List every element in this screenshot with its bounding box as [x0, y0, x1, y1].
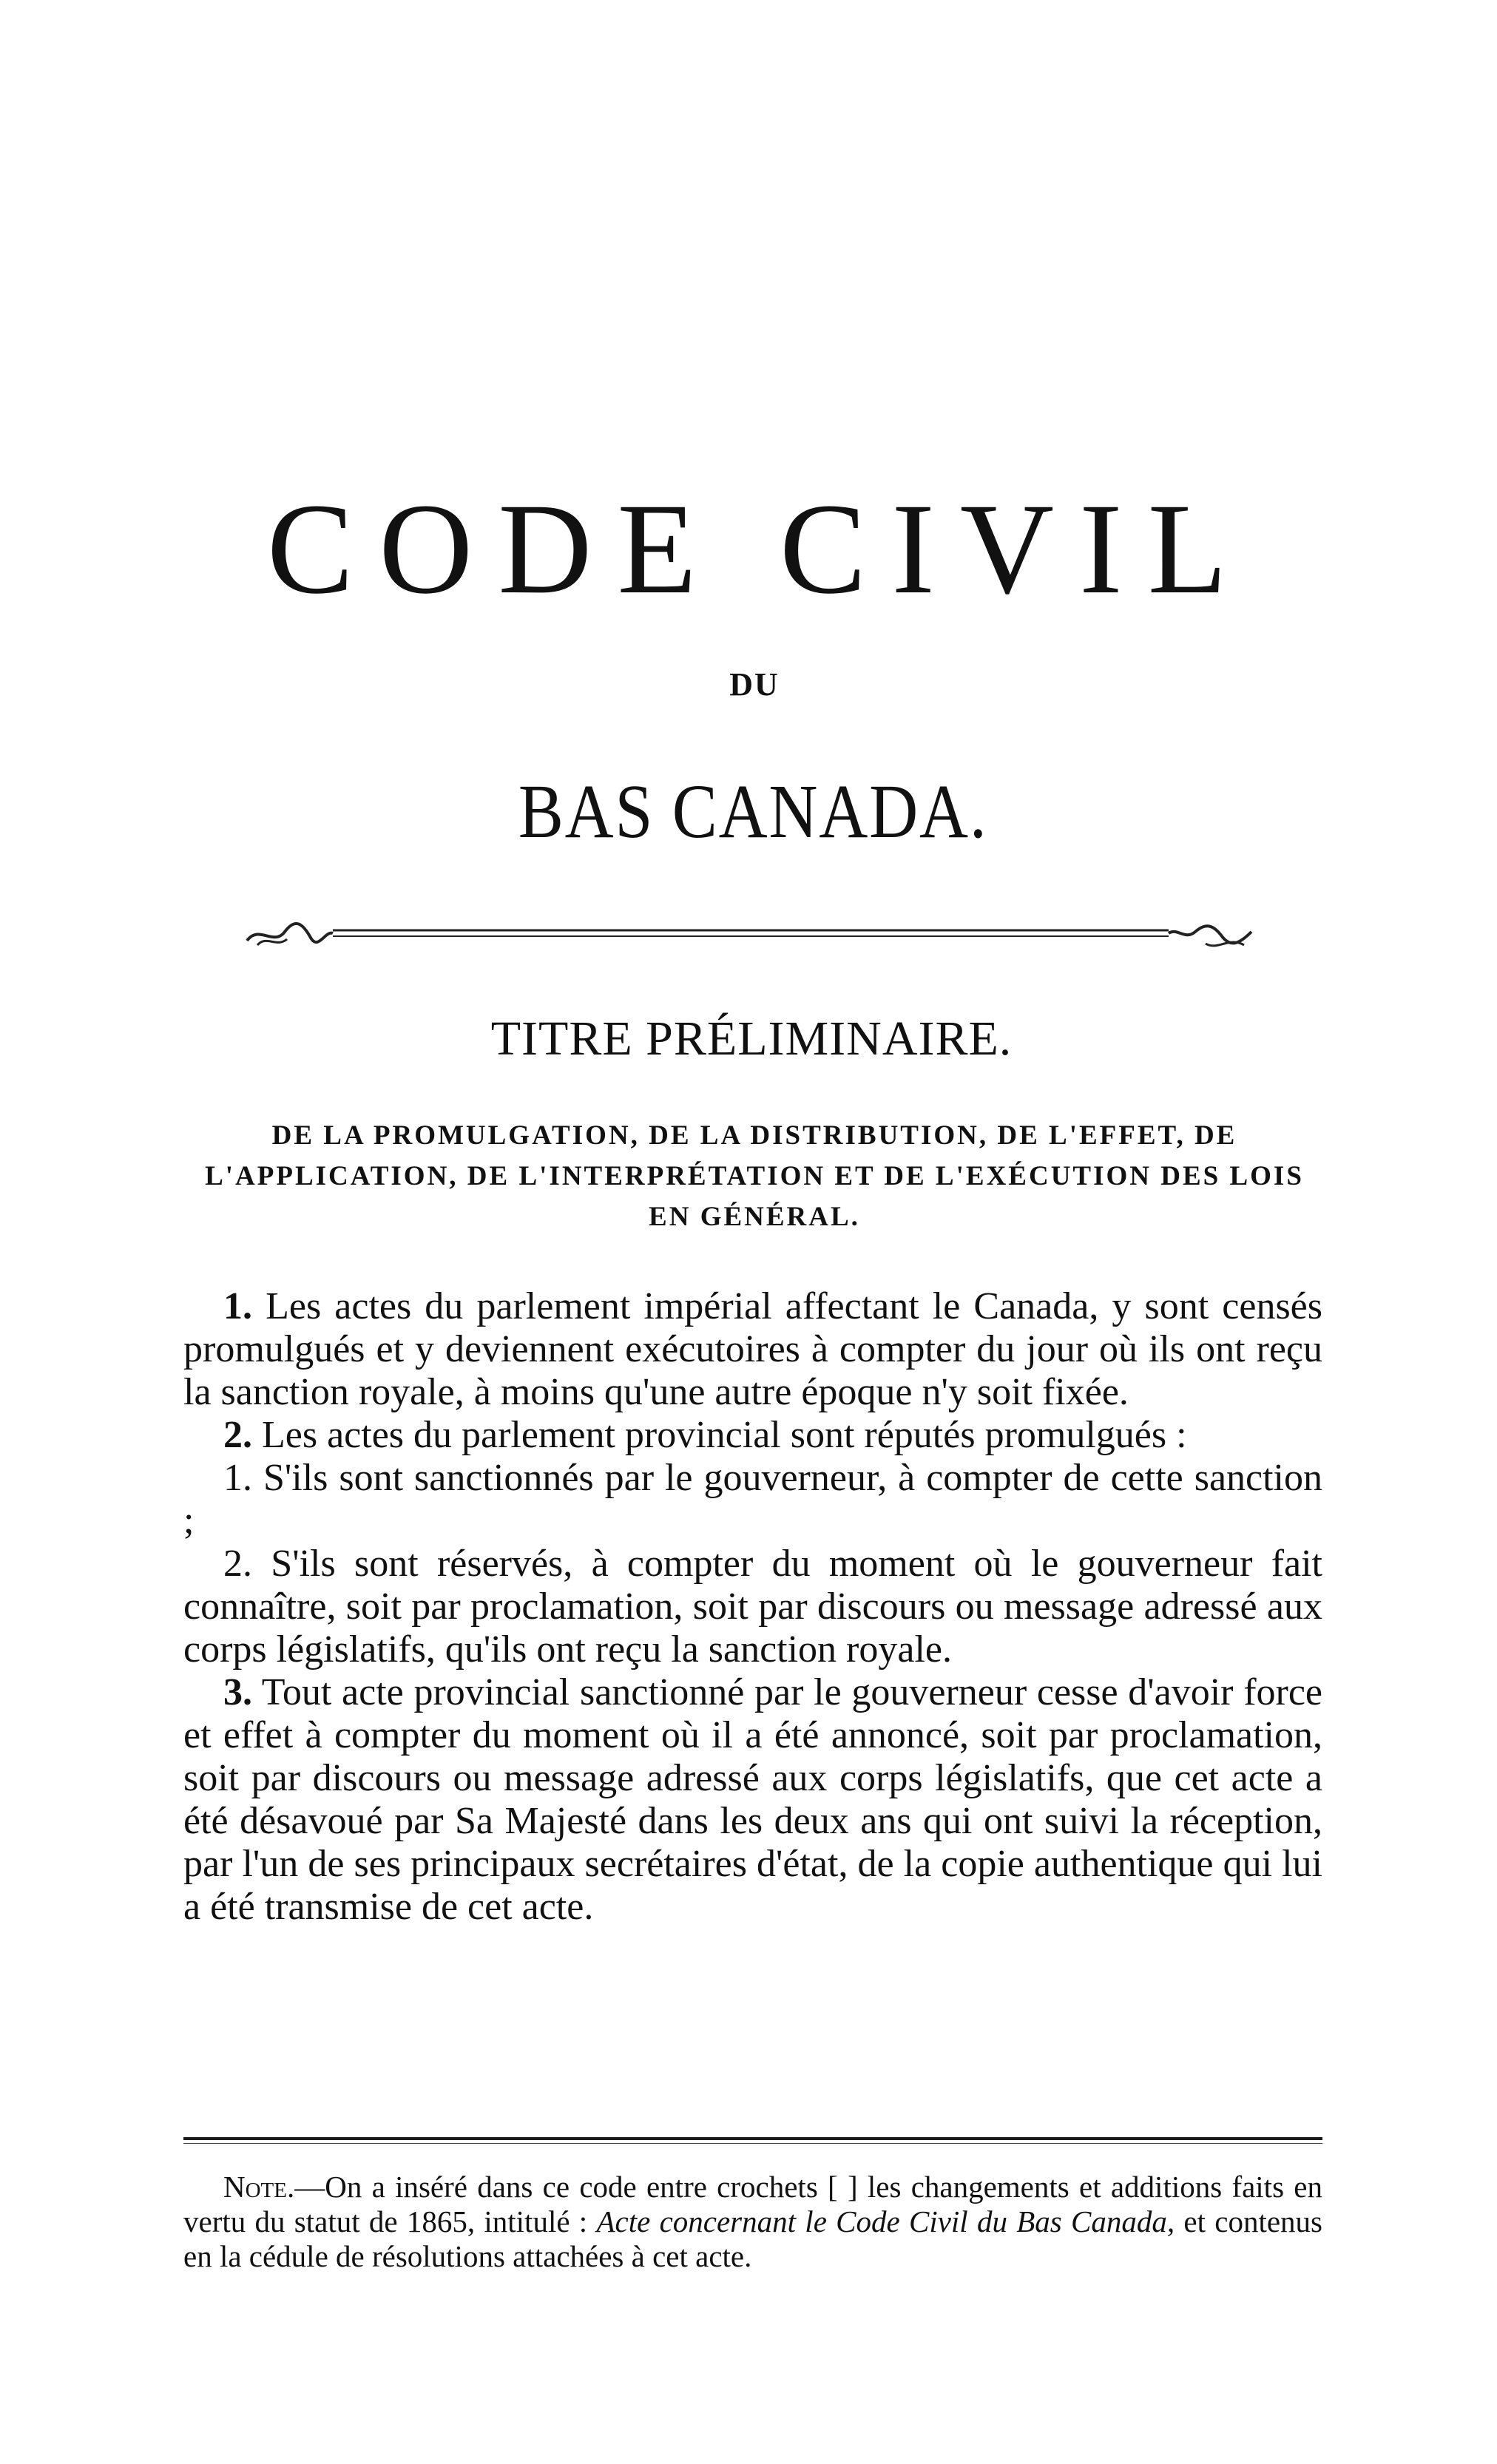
- article-text: Les actes du parlement impérial affectant le Canada, y sont censés promulgués et y deviennent exécutoires à compter du jour où ils ont reçu la sanction royale, à moins qu'une autre époque n'y soit fixée.: [183, 1285, 1322, 1413]
- footnote-rule-thin: [183, 2143, 1322, 2144]
- subparagraph-text: S'ils sont réservés, à compter du moment où le gouverneur fait connaître, soit par proclamation, soit par discours ou message adressé aux corps législatifs, qu'ils ont reçu la sanction royale.: [183, 1543, 1322, 1671]
- article-number: 2.: [223, 1414, 252, 1456]
- main-title: CODE CIVIL: [266, 477, 1253, 621]
- footnote-text-end: et contenus en la cédule de résolutions attachées à cet acte.: [183, 2204, 1323, 2273]
- ornamental-divider: [244, 910, 1257, 954]
- article-subparagraph: [183, 1543, 1322, 1671]
- footnote-paragraph: [183, 2170, 1322, 2274]
- article-paragraph: [183, 1285, 1322, 1414]
- article-paragraph: [183, 1414, 1322, 1457]
- section-subtitle: DE LA PROMULGATION, DE LA DISTRIBUTION, DE L'EFFET, DE L'APPLICATION, DE L'INTERPRÉTATION ET DE L'EXÉCUTION DES LOIS EN GÉNÉRAL.: [205, 1120, 1304, 1232]
- article-text: Les actes du parlement provincial sont réputés promulgués :: [262, 1414, 1187, 1456]
- subparagraph-number: 2.: [223, 1543, 252, 1585]
- articles-body: [183, 1285, 1322, 1929]
- footnote-italic-title: Acte concernant le Code Civil du Bas Canada,: [596, 2204, 1175, 2238]
- article-number: 3.: [223, 1671, 252, 1713]
- place-title: BAS CANADA.: [518, 769, 988, 854]
- footnote: [183, 2170, 1322, 2274]
- title-connector: DU: [729, 666, 780, 703]
- subparagraph-text: S'ils sont sanctionnés par le gouverneur, à compter de cette sanction ;: [183, 1457, 1323, 1542]
- article-number: 1.: [223, 1285, 252, 1327]
- article-subparagraph: [183, 1457, 1322, 1543]
- footnote-rule: [183, 2137, 1322, 2140]
- article-text: Tout acte provincial sanctionné par le gouverneur cesse d'avoir force et effet à compter du moment où il a été annoncé, soit par proclamation, soit par discours ou message adressé aux corps législatifs, que cet acte a été désavoué par Sa Majesté dans les deux ans qui ont suivi la réception, par l'un de ses principaux secrétaires d'état, de la copie authentique qui lui a été transmise de cet acte.: [183, 1671, 1322, 1928]
- section-title: TITRE PRÉLIMINAIRE.: [490, 1012, 1013, 1066]
- article-paragraph: [183, 1671, 1322, 1929]
- subparagraph-number: 1.: [223, 1457, 252, 1499]
- footnote-label: Note.: [223, 2170, 295, 2204]
- footnote-text: —On a inséré dans ce code entre crochets [ ] les changements et additions faits en vertu du statut de 1865, intitulé :: [183, 2170, 1322, 2238]
